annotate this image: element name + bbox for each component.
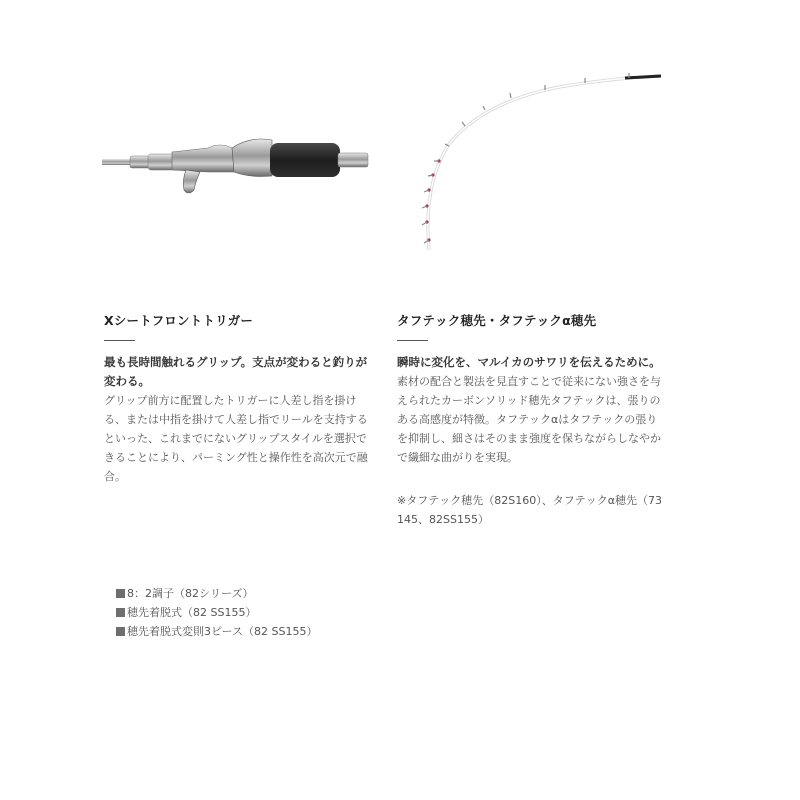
list-item: 穂先着脱式変則3ピース（82 SS155） xyxy=(116,622,416,641)
feature-x-seat xyxy=(104,313,374,486)
feature-body: グリップ前方に配置したトリガーに人差し指を掛ける、または中指を掛けて人差し指でリールを支持するといった、これまでにないグリップスタイルを選択できることにより、パーミング性と操作性を高次元で融合。 xyxy=(104,394,368,483)
feature-lead: 最も長時間触れるグリップ。支点が変わると釣りが変わる。 xyxy=(104,355,368,388)
list-item: 8：2調子（82シリーズ） xyxy=(116,584,416,603)
square-bullet-icon xyxy=(116,627,125,636)
feature-body: 素材の配合と製法を見直すことで従来にない強さを与えられたカーボンソリッド穂先タフテックは、張りのある高感度が特徴。タフテックαはタフテックの張りを抑制し、細さはそのまま強度を保ちながらしなやかで繊細な曲がりを実現。 xyxy=(397,375,661,464)
spec-list xyxy=(116,584,416,641)
feature-heading: Xシートフロントトリガー xyxy=(104,313,254,328)
feature-note: ※タフテック穂先（82S160）、タフテックα穂先（73 145、82SS155） xyxy=(397,494,662,526)
square-bullet-icon xyxy=(116,589,125,598)
heading-rule xyxy=(397,340,428,341)
list-item: 穂先着脱式（82 SS155） xyxy=(116,603,416,622)
rod-grip-image xyxy=(100,118,372,208)
heading-rule xyxy=(104,340,135,341)
rod-tip-image xyxy=(405,64,663,254)
square-bullet-icon xyxy=(116,608,125,617)
feature-heading: タフテック穂先・タフテックα穂先 xyxy=(397,313,597,328)
feature-lead: 瞬時に変化を、マルイカのサワリを伝えるために。 xyxy=(397,355,661,369)
feature-toughtec-tip xyxy=(397,313,667,529)
